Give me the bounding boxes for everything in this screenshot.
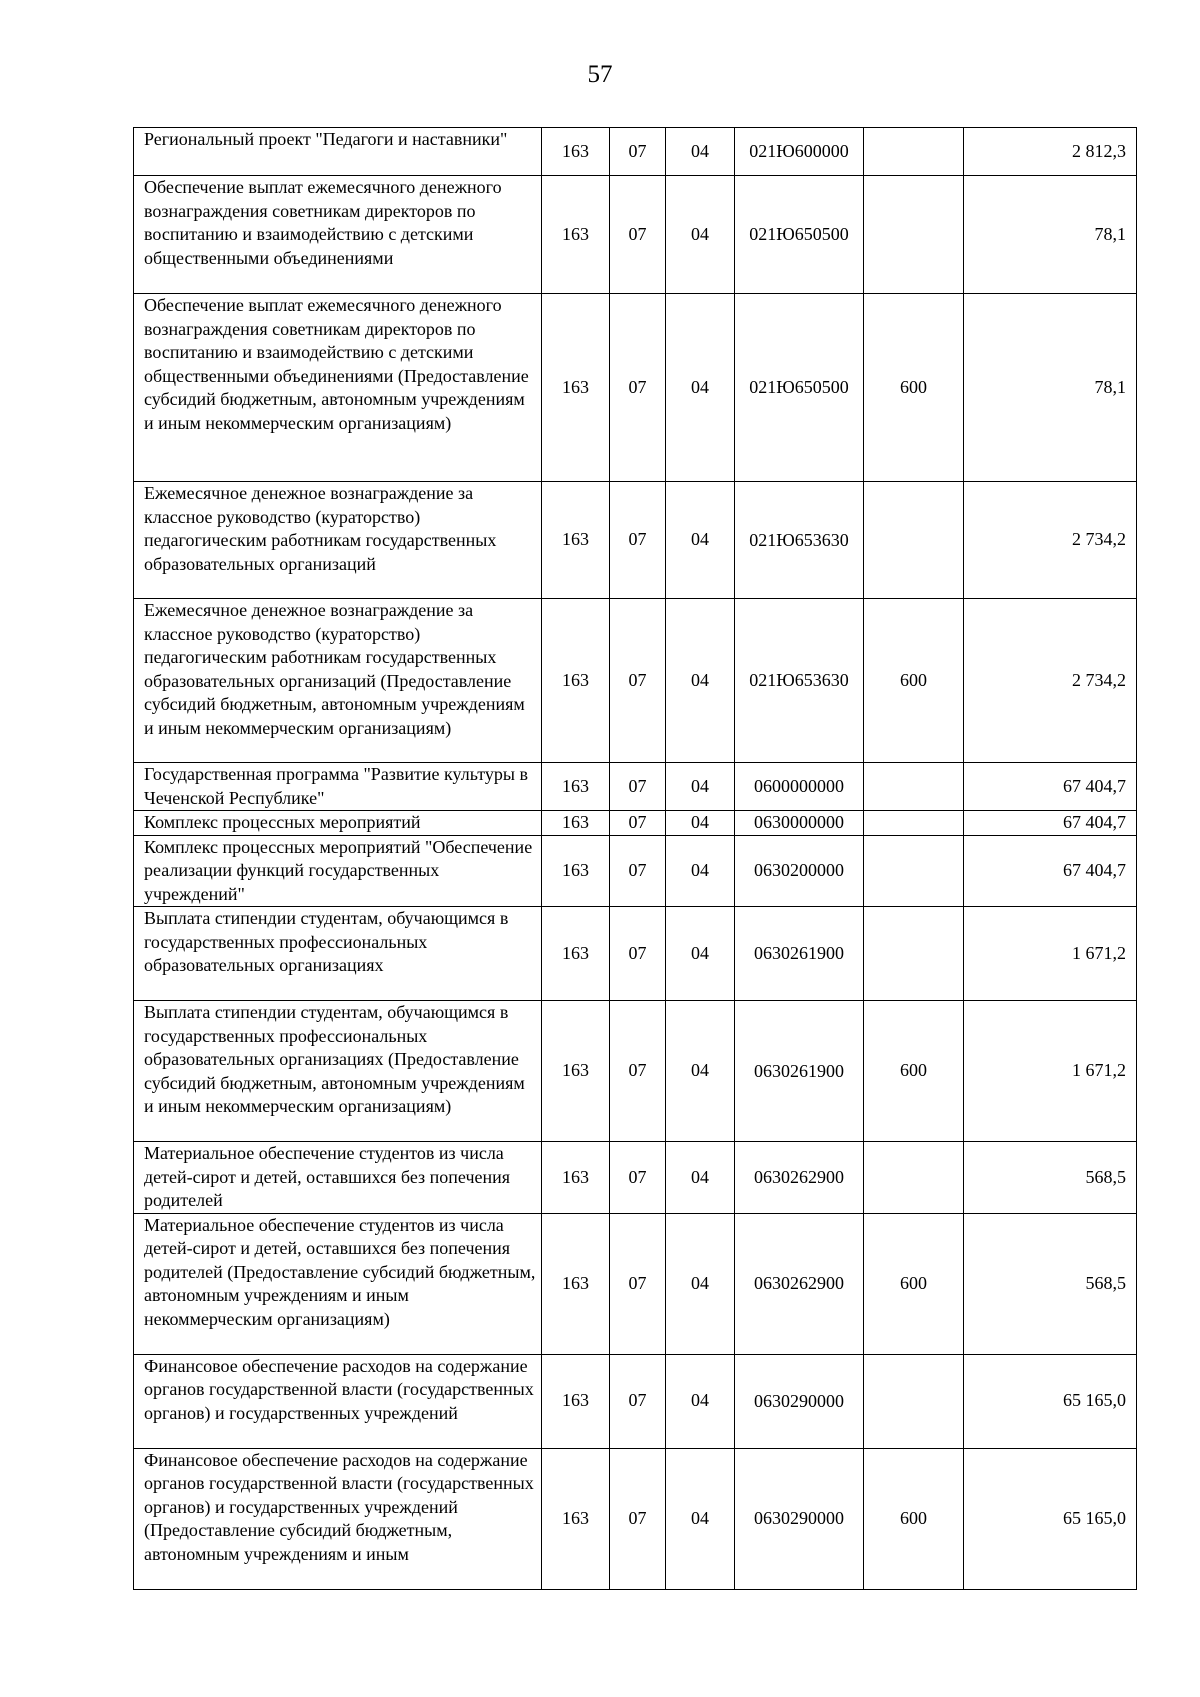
row-admin-code: 163 <box>542 835 610 907</box>
row-expense-type: 600 <box>864 294 964 482</box>
row-section: 07 <box>610 1448 666 1589</box>
row-admin-code: 163 <box>542 599 610 763</box>
row-amount: 568,5 <box>964 1142 1137 1214</box>
row-amount: 1 671,2 <box>964 907 1137 1001</box>
row-admin-code: 163 <box>542 763 610 811</box>
row-target-article: 0630290000 <box>735 1448 864 1589</box>
row-name: Государственная программа "Развитие культуры в Чеченской Республике" <box>134 763 542 811</box>
row-section: 07 <box>610 811 666 836</box>
row-section: 07 <box>610 176 666 294</box>
row-expense-type <box>864 176 964 294</box>
row-admin-code: 163 <box>542 1354 610 1448</box>
table-row <box>134 599 1137 763</box>
row-expense-type <box>864 128 964 176</box>
row-amount: 65 165,0 <box>964 1448 1137 1589</box>
row-expense-type: 600 <box>864 1448 964 1589</box>
row-subsection: 04 <box>666 294 735 482</box>
row-admin-code: 163 <box>542 811 610 836</box>
row-target-article: 021Ю653630 <box>735 482 864 599</box>
row-name: Материальное обеспечение студентов из числа детей-сирот и детей, оставшихся без попечения родителей (Предоставление субсидий бюджетным, автономным учреждениям и иным некоммерческим организациям) <box>134 1213 542 1354</box>
row-subsection: 04 <box>666 1001 735 1142</box>
row-amount: 2 812,3 <box>964 128 1137 176</box>
row-expense-type <box>864 482 964 599</box>
row-target-article: 021Ю650500 <box>735 176 864 294</box>
row-amount: 67 404,7 <box>964 835 1137 907</box>
row-name: Материальное обеспечение студентов из числа детей-сирот и детей, оставшихся без попечения родителей <box>134 1142 542 1214</box>
row-amount: 78,1 <box>964 294 1137 482</box>
table-row <box>134 763 1137 811</box>
row-admin-code: 163 <box>542 482 610 599</box>
row-subsection: 04 <box>666 128 735 176</box>
row-admin-code: 163 <box>542 1213 610 1354</box>
row-admin-code: 163 <box>542 1448 610 1589</box>
row-expense-type <box>864 1354 964 1448</box>
row-admin-code: 163 <box>542 1142 610 1214</box>
row-target-article: 0630262900 <box>735 1213 864 1354</box>
row-target-article: 0630261900 <box>735 907 864 1001</box>
row-name: Финансовое обеспечение расходов на содержание органов государственной власти (государственных органов) и государственных учреждений <box>134 1354 542 1448</box>
table-row <box>134 1142 1137 1214</box>
row-amount: 568,5 <box>964 1213 1137 1354</box>
row-section: 07 <box>610 128 666 176</box>
row-subsection: 04 <box>666 811 735 836</box>
row-admin-code: 163 <box>542 907 610 1001</box>
row-name: Ежемесячное денежное вознаграждение за классное руководство (кураторство) педагогическим работникам государственных образовательных организаций <box>134 482 542 599</box>
table-row <box>134 176 1137 294</box>
row-amount: 65 165,0 <box>964 1354 1137 1448</box>
row-section: 07 <box>610 1001 666 1142</box>
row-section: 07 <box>610 1142 666 1214</box>
row-name: Выплата стипендии студентам, обучающимся в государственных профессиональных образовательных организациях (Предоставление субсидий бюджетным, автономным учреждениям и иным некоммерческим организациям) <box>134 1001 542 1142</box>
row-name: Комплекс процессных мероприятий <box>134 811 542 836</box>
row-amount: 1 671,2 <box>964 1001 1137 1142</box>
row-expense-type <box>864 907 964 1001</box>
row-target-article: 0600000000 <box>735 763 864 811</box>
row-target-article: 0630000000 <box>735 811 864 836</box>
row-amount: 2 734,2 <box>964 599 1137 763</box>
row-subsection: 04 <box>666 763 735 811</box>
table-row <box>134 1354 1137 1448</box>
row-amount: 78,1 <box>964 176 1137 294</box>
table-row <box>134 128 1137 176</box>
row-section: 07 <box>610 1213 666 1354</box>
row-target-article: 0630261900 <box>735 1001 864 1142</box>
row-subsection: 04 <box>666 482 735 599</box>
row-admin-code: 163 <box>542 176 610 294</box>
row-admin-code: 163 <box>542 1001 610 1142</box>
row-target-article: 0630200000 <box>735 835 864 907</box>
row-subsection: 04 <box>666 907 735 1001</box>
table-row <box>134 1001 1137 1142</box>
row-expense-type: 600 <box>864 599 964 763</box>
table-row <box>134 907 1137 1001</box>
row-subsection: 04 <box>666 1213 735 1354</box>
table-row <box>134 835 1137 907</box>
row-name: Региональный проект "Педагоги и наставники" <box>134 128 542 176</box>
row-section: 07 <box>610 1354 666 1448</box>
row-subsection: 04 <box>666 1142 735 1214</box>
row-section: 07 <box>610 599 666 763</box>
row-subsection: 04 <box>666 599 735 763</box>
table-row <box>134 811 1137 836</box>
row-name: Комплекс процессных мероприятий "Обеспечение реализации функций государственных учреждений" <box>134 835 542 907</box>
row-name: Обеспечение выплат ежемесячного денежного вознаграждения советникам директоров по воспитанию и взаимодействию с детскими общественными объединениями <box>134 176 542 294</box>
row-admin-code: 163 <box>542 128 610 176</box>
row-section: 07 <box>610 294 666 482</box>
row-expense-type <box>864 763 964 811</box>
table-row <box>134 1448 1137 1589</box>
table-row <box>134 1213 1137 1354</box>
table-row <box>134 294 1137 482</box>
row-subsection: 04 <box>666 835 735 907</box>
row-admin-code: 163 <box>542 294 610 482</box>
row-amount: 2 734,2 <box>964 482 1137 599</box>
row-target-article: 021Ю653630 <box>735 599 864 763</box>
row-section: 07 <box>610 763 666 811</box>
row-expense-type: 600 <box>864 1213 964 1354</box>
row-target-article: 021Ю600000 <box>735 128 864 176</box>
row-name: Выплата стипендии студентам, обучающимся в государственных профессиональных образовательных организациях <box>134 907 542 1001</box>
row-name: Обеспечение выплат ежемесячного денежного вознаграждения советникам директоров по воспитанию и взаимодействию с детскими общественными объединениями (Предоставление субсидий бюджетным, автономным учреждениям и иным некоммерческим организациям) <box>134 294 542 482</box>
row-name: Ежемесячное денежное вознаграждение за классное руководство (кураторство) педагогическим работникам государственных образовательных организаций (Предоставление субсидий бюджетным, автономным учреждениям и иным некоммерческим организациям) <box>134 599 542 763</box>
row-expense-type <box>864 1142 964 1214</box>
row-section: 07 <box>610 835 666 907</box>
row-name: Финансовое обеспечение расходов на содержание органов государственной власти (государственных органов) и государственных учреждений (Предоставление субсидий бюджетным, автономным учреждениям и иным <box>134 1448 542 1589</box>
row-amount: 67 404,7 <box>964 763 1137 811</box>
row-target-article: 021Ю650500 <box>735 294 864 482</box>
row-target-article: 0630290000 <box>735 1354 864 1448</box>
table-row <box>134 482 1137 599</box>
row-target-article: 0630262900 <box>735 1142 864 1214</box>
row-expense-type <box>864 835 964 907</box>
row-subsection: 04 <box>666 1448 735 1589</box>
budget-table <box>133 127 1137 1590</box>
row-section: 07 <box>610 907 666 1001</box>
row-section: 07 <box>610 482 666 599</box>
row-amount: 67 404,7 <box>964 811 1137 836</box>
page-number: 57 <box>587 61 613 88</box>
row-expense-type <box>864 811 964 836</box>
row-subsection: 04 <box>666 176 735 294</box>
row-subsection: 04 <box>666 1354 735 1448</box>
row-expense-type: 600 <box>864 1001 964 1142</box>
